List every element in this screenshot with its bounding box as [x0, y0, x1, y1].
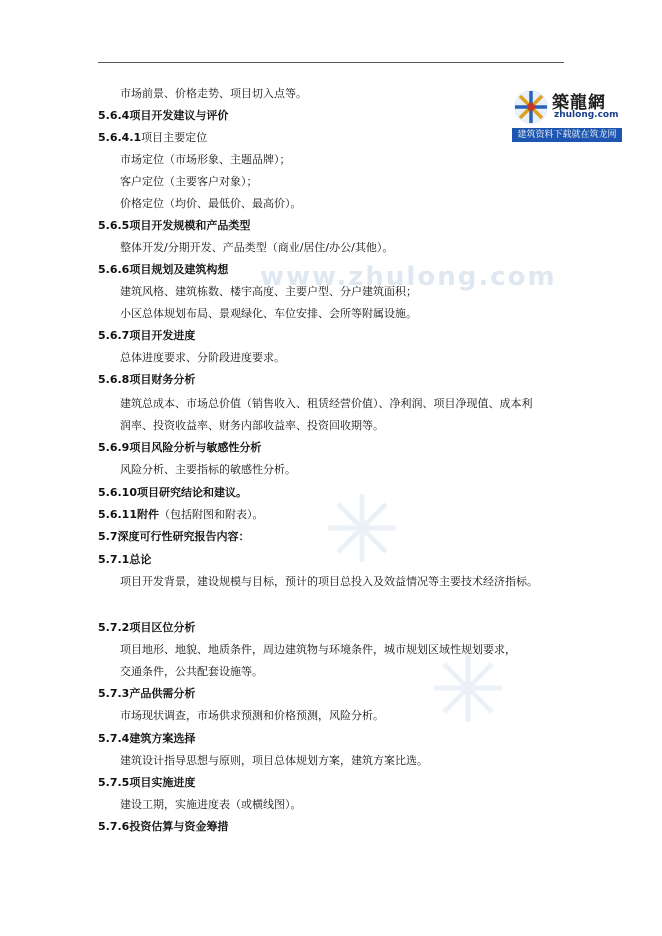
section-title: 产品供需分析: [129, 687, 196, 700]
section-heading: [98, 485, 247, 501]
body-line: 建筑风格、建筑栋数、楼宇高度、主要户型、分户建筑面积；: [120, 285, 417, 298]
logo-title: 築龍網: [552, 93, 606, 113]
section-heading: [98, 262, 228, 278]
section-number: 5.6.9: [98, 441, 130, 454]
section-title: 深度可行性研究报告内容：: [117, 530, 250, 543]
section-heading: [98, 819, 228, 835]
body-line: 市场定位（市场形象、主题品牌）；: [120, 153, 291, 166]
watermark-text: www.zhulong.com: [260, 262, 557, 292]
body-line: 市场前景、价格走势、项目切入点等。: [120, 87, 307, 100]
section-number: 5.6.10: [98, 486, 137, 499]
section-heading: [98, 130, 207, 146]
section-number: 5.7.1: [98, 553, 130, 566]
section-number: 5.6.11: [98, 508, 137, 521]
body-line: 客户定位（主要客户对象）；: [120, 175, 258, 188]
section-heading: [98, 731, 195, 747]
body-line: 风险分析、主要指标的敏感性分析。: [120, 463, 296, 476]
section-number: 5.6.4: [98, 109, 130, 122]
section-number: 5.7.3: [98, 687, 130, 700]
body-line: 总体进度要求、分阶段进度要求。: [120, 351, 285, 364]
section-title: 项目研究结论和建议。: [136, 486, 247, 499]
section-heading: [98, 372, 195, 388]
section-title: 投资估算与资金筹措: [129, 820, 229, 833]
section-title: 项目规划及建筑构想: [129, 263, 229, 276]
body-line: 市场现状调查，市场供求预测和价格预测，风险分析。: [120, 709, 384, 722]
body-line: 项目地形、地貌、地质条件，周边建筑物与环境条件，城市规划区域性规划要求，: [120, 643, 516, 656]
section-number: 5.7: [98, 530, 118, 543]
section-heading: [98, 620, 195, 636]
section-number: 5.7.6: [98, 820, 130, 833]
section-title: 项目财务分析: [129, 373, 196, 386]
section-title: 项目开发规模和产品类型: [129, 219, 251, 232]
section-title: 项目风险分析与敏感性分析: [129, 441, 262, 454]
section-number: 5.6.5: [98, 219, 130, 232]
section-number: 5.7.4: [98, 732, 130, 745]
section-title: 建筑方案选择: [129, 732, 196, 745]
section-number: 5.6.8: [98, 373, 130, 386]
body-line: 润率、投资收益率、财务内部收益率、投资回收期等。: [120, 419, 384, 432]
section-title: 总论: [129, 553, 152, 566]
logo-banner: 建筑资料下载就在筑龙网: [512, 128, 622, 142]
section-title: 项目区位分析: [129, 621, 196, 634]
section-title: 项目开发进度: [129, 329, 196, 342]
body-line: 价格定位（均价、最低价、最高价）。: [120, 197, 302, 210]
section-heading: [98, 108, 228, 124]
section-title: 附件: [136, 508, 159, 521]
section-title-note: （包括附图和附表）。: [158, 508, 264, 521]
section-heading: [98, 218, 250, 234]
body-line: 建筑总成本、市场总价值（销售收入、租赁经营价值）、净利润、项目净现值、成本利: [120, 397, 533, 410]
body-line: 小区总体规划布局、景观绿化、车位安排、会所等附属设施。: [120, 307, 417, 320]
body-line: 项目开发背景，建设规模与目标，预计的项目总投入及效益情况等主要技术经济指标。: [120, 575, 538, 588]
section-number: 5.6.4.1: [98, 131, 142, 144]
section-heading: [98, 775, 195, 791]
section-number: 5.6.6: [98, 263, 130, 276]
section-heading: [98, 328, 195, 344]
body-line: 整体开发/分期开发、产品类型（商业/居住/办公/其他）。: [120, 241, 394, 254]
section-number: 5.7.5: [98, 776, 130, 789]
body-line: 建筑设计指导思想与原则，项目总体规划方案，建筑方案比选。: [120, 754, 428, 767]
body-line: 交通条件，公共配套设施等。: [120, 665, 263, 678]
section-number: 5.6.7: [98, 329, 130, 342]
section-heading: [98, 552, 151, 568]
logo-url: zhulong.com: [554, 110, 619, 120]
body-line: 建设工期，实施进度表（或横线图）。: [120, 798, 302, 811]
section-heading: [98, 440, 261, 456]
section-heading: [98, 507, 263, 523]
section-number: 5.7.2: [98, 621, 130, 634]
section-heading: [98, 529, 250, 545]
section-title: 项目主要定位: [141, 131, 208, 144]
section-title: 项目实施进度: [129, 776, 196, 789]
section-title: 项目开发建议与评价: [129, 109, 229, 122]
section-heading: [98, 686, 195, 702]
